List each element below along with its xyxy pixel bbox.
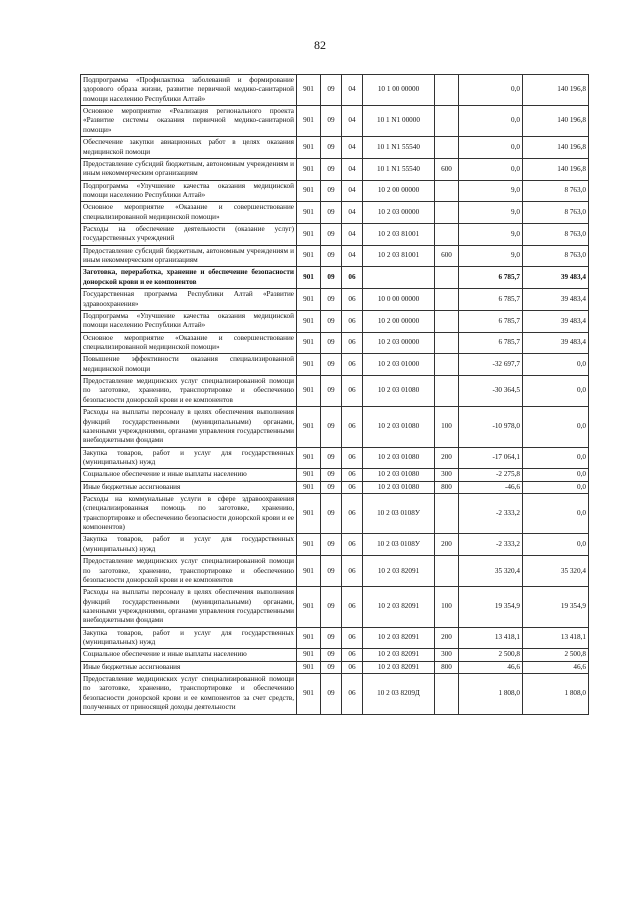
row-target-article-cell: 10 2 03 01080 — [363, 481, 435, 493]
row-section-cell: 09 — [321, 354, 342, 376]
row-amount-total-cell: 19 354,9 — [523, 587, 589, 627]
table-row — [81, 649, 589, 661]
row-target-article-cell: 10 2 03 81001 — [363, 224, 435, 246]
row-target-article-cell: 10 1 00 00000 — [363, 75, 435, 106]
row-target-article-cell: 10 2 03 82091 — [363, 627, 435, 649]
row-name-cell: Повышение эффективности оказания специализированной медицинской помощи — [81, 354, 297, 376]
row-ved-cell: 901 — [297, 534, 321, 556]
row-section-cell: 09 — [321, 587, 342, 627]
row-subsection-cell: 06 — [342, 469, 363, 481]
row-subsection-cell: 04 — [342, 202, 363, 224]
row-amount-total-cell: 46,6 — [523, 661, 589, 673]
row-amount-change-cell: 35 320,4 — [459, 556, 523, 587]
row-amount-change-cell: 0,0 — [459, 137, 523, 159]
row-section-cell: 09 — [321, 245, 342, 267]
row-subsection-cell: 06 — [342, 661, 363, 673]
row-section-cell: 09 — [321, 310, 342, 332]
row-section-cell: 09 — [321, 556, 342, 587]
row-amount-change-cell: -17 064,1 — [459, 447, 523, 469]
row-amount-total-cell: 140 196,8 — [523, 75, 589, 106]
row-name-cell: Подпрограмма «Улучшение качества оказания медицинской помощи населению Республики Алтай» — [81, 180, 297, 202]
row-amount-total-cell: 0,0 — [523, 354, 589, 376]
row-name-cell: Закупка товаров, работ и услуг для государственных (муниципальных) нужд — [81, 447, 297, 469]
table-row — [81, 469, 589, 481]
row-target-article-cell: 10 2 03 01080 — [363, 447, 435, 469]
row-amount-change-cell: 9,0 — [459, 224, 523, 246]
row-amount-total-cell: 39 483,4 — [523, 267, 589, 289]
row-amount-change-cell: -2 275,8 — [459, 469, 523, 481]
row-ved-cell: 901 — [297, 587, 321, 627]
row-amount-change-cell: 2 500,8 — [459, 649, 523, 661]
row-amount-total-cell: 39 483,4 — [523, 310, 589, 332]
table-row — [81, 481, 589, 493]
row-name-cell: Расходы на выплаты персоналу в целях обеспечения выполнения функций государственными (муниципальными) органами, казенными учреждениями, органами управления государственными внебюджетными фондами — [81, 587, 297, 627]
row-subsection-cell: 06 — [342, 534, 363, 556]
row-name-cell: Подпрограмма «Улучшение качества оказания медицинской помощи населению Республики Алтай» — [81, 310, 297, 332]
row-target-article-cell: 10 2 03 82091 — [363, 649, 435, 661]
row-amount-change-cell: 0,0 — [459, 106, 523, 137]
row-target-article-cell — [363, 267, 435, 289]
row-name-cell: Иные бюджетные ассигнования — [81, 661, 297, 673]
table-row — [81, 332, 589, 354]
row-ved-cell: 901 — [297, 674, 321, 714]
row-ved-cell: 901 — [297, 407, 321, 447]
row-amount-total-cell: 8 763,0 — [523, 180, 589, 202]
row-expense-type-cell — [435, 556, 459, 587]
row-target-article-cell: 10 2 03 00000 — [363, 202, 435, 224]
row-target-article-cell: 10 2 03 8209Д — [363, 674, 435, 714]
row-amount-change-cell: 6 785,7 — [459, 289, 523, 311]
row-subsection-cell: 04 — [342, 245, 363, 267]
table-row — [81, 556, 589, 587]
table-row — [81, 310, 589, 332]
row-expense-type-cell — [435, 354, 459, 376]
table-row — [81, 407, 589, 447]
row-ved-cell: 901 — [297, 137, 321, 159]
row-name-cell: Основное мероприятие «Реализация регионального проекта «Развитие системы оказания первичной медико-санитарной помощи» — [81, 106, 297, 137]
row-ved-cell: 901 — [297, 447, 321, 469]
row-subsection-cell: 06 — [342, 267, 363, 289]
row-amount-total-cell: 39 483,4 — [523, 332, 589, 354]
row-ved-cell: 901 — [297, 661, 321, 673]
table-row — [81, 661, 589, 673]
row-expense-type-cell — [435, 332, 459, 354]
row-expense-type-cell: 200 — [435, 447, 459, 469]
row-amount-change-cell: 9,0 — [459, 202, 523, 224]
row-expense-type-cell — [435, 75, 459, 106]
table-row — [81, 376, 589, 407]
row-amount-change-cell: 6 785,7 — [459, 310, 523, 332]
row-section-cell: 09 — [321, 332, 342, 354]
row-amount-change-cell: 13 418,1 — [459, 627, 523, 649]
row-amount-change-cell: 0,0 — [459, 75, 523, 106]
row-name-cell: Основное мероприятие «Оказание и совершенствование специализированной медицинской помощи» — [81, 202, 297, 224]
table-row — [81, 534, 589, 556]
row-ved-cell: 901 — [297, 224, 321, 246]
row-name-cell: Основное мероприятие «Оказание и совершенствование специализированной медицинской помощи» — [81, 332, 297, 354]
row-expense-type-cell: 100 — [435, 407, 459, 447]
row-section-cell: 09 — [321, 481, 342, 493]
row-ved-cell: 901 — [297, 289, 321, 311]
row-target-article-cell: 10 2 00 00000 — [363, 180, 435, 202]
row-section-cell: 09 — [321, 289, 342, 311]
row-name-cell: Закупка товаров, работ и услуг для государственных (муниципальных) нужд — [81, 627, 297, 649]
row-amount-total-cell: 13 418,1 — [523, 627, 589, 649]
row-name-cell: Государственная программа Республики Алтай «Развитие здравоохранения» — [81, 289, 297, 311]
row-subsection-cell: 06 — [342, 447, 363, 469]
row-name-cell: Подпрограмма «Профилактика заболеваний и формирование здорового образа жизни, развитие первичной медико-санитарной помощи населению Республики Алтай» — [81, 75, 297, 106]
row-expense-type-cell — [435, 267, 459, 289]
row-amount-total-cell: 0,0 — [523, 481, 589, 493]
row-amount-change-cell: 9,0 — [459, 245, 523, 267]
row-ved-cell: 901 — [297, 481, 321, 493]
row-section-cell: 09 — [321, 469, 342, 481]
table-row — [81, 627, 589, 649]
row-subsection-cell: 06 — [342, 354, 363, 376]
row-expense-type-cell — [435, 310, 459, 332]
row-subsection-cell: 06 — [342, 587, 363, 627]
row-name-cell: Закупка товаров, работ и услуг для государственных (муниципальных) нужд — [81, 534, 297, 556]
row-amount-total-cell: 8 763,0 — [523, 202, 589, 224]
row-section-cell: 09 — [321, 106, 342, 137]
row-ved-cell: 901 — [297, 469, 321, 481]
row-name-cell: Предоставление субсидий бюджетным, автономным учреждениям и иным некоммерческим организациям — [81, 245, 297, 267]
row-name-cell: Предоставление субсидий бюджетным, автономным учреждениям и иным некоммерческим организациям — [81, 158, 297, 180]
row-amount-total-cell: 0,0 — [523, 376, 589, 407]
row-subsection-cell: 06 — [342, 310, 363, 332]
row-amount-change-cell: 6 785,7 — [459, 332, 523, 354]
row-amount-change-cell: 19 354,9 — [459, 587, 523, 627]
row-ved-cell: 901 — [297, 556, 321, 587]
row-ved-cell: 901 — [297, 267, 321, 289]
row-target-article-cell: 10 2 03 01080 — [363, 376, 435, 407]
row-expense-type-cell — [435, 674, 459, 714]
row-amount-total-cell: 140 196,8 — [523, 106, 589, 137]
row-section-cell: 09 — [321, 202, 342, 224]
row-amount-change-cell: -46,6 — [459, 481, 523, 493]
row-subsection-cell: 06 — [342, 556, 363, 587]
row-amount-total-cell: 8 763,0 — [523, 224, 589, 246]
row-subsection-cell: 06 — [342, 649, 363, 661]
row-section-cell: 09 — [321, 267, 342, 289]
row-expense-type-cell: 800 — [435, 661, 459, 673]
row-ved-cell: 901 — [297, 245, 321, 267]
row-expense-type-cell — [435, 289, 459, 311]
row-target-article-cell: 10 0 00 00000 — [363, 289, 435, 311]
table-row — [81, 289, 589, 311]
row-expense-type-cell: 300 — [435, 469, 459, 481]
row-target-article-cell: 10 2 03 01080 — [363, 469, 435, 481]
row-ved-cell: 901 — [297, 180, 321, 202]
row-amount-total-cell: 0,0 — [523, 494, 589, 534]
row-section-cell: 09 — [321, 137, 342, 159]
row-subsection-cell: 04 — [342, 158, 363, 180]
row-ved-cell: 901 — [297, 106, 321, 137]
row-amount-total-cell: 140 196,8 — [523, 137, 589, 159]
row-section-cell: 09 — [321, 75, 342, 106]
row-expense-type-cell: 200 — [435, 534, 459, 556]
row-subsection-cell: 06 — [342, 376, 363, 407]
row-amount-total-cell: 0,0 — [523, 447, 589, 469]
row-target-article-cell: 10 2 00 00000 — [363, 310, 435, 332]
row-target-article-cell: 10 2 03 0108У — [363, 534, 435, 556]
row-name-cell: Обеспечение закупки авиационных работ в целях оказания медицинской помощи — [81, 137, 297, 159]
row-ved-cell: 901 — [297, 202, 321, 224]
row-amount-total-cell: 2 500,8 — [523, 649, 589, 661]
row-amount-change-cell: 0,0 — [459, 158, 523, 180]
row-subsection-cell: 04 — [342, 180, 363, 202]
row-subsection-cell: 04 — [342, 224, 363, 246]
row-name-cell: Заготовка, переработка, хранение и обеспечение безопасности донорской крови и ее компонентов — [81, 267, 297, 289]
row-section-cell: 09 — [321, 674, 342, 714]
row-subsection-cell: 06 — [342, 332, 363, 354]
table-row — [81, 267, 589, 289]
row-target-article-cell: 10 2 03 00000 — [363, 332, 435, 354]
row-amount-total-cell: 0,0 — [523, 469, 589, 481]
row-expense-type-cell: 100 — [435, 587, 459, 627]
row-expense-type-cell — [435, 224, 459, 246]
row-section-cell: 09 — [321, 376, 342, 407]
row-target-article-cell: 10 2 03 82091 — [363, 556, 435, 587]
row-expense-type-cell — [435, 202, 459, 224]
row-amount-total-cell: 39 483,4 — [523, 289, 589, 311]
row-target-article-cell: 10 2 03 81001 — [363, 245, 435, 267]
page-number: 82 — [314, 38, 326, 52]
row-expense-type-cell — [435, 137, 459, 159]
row-name-cell: Расходы на выплаты персоналу в целях обеспечения выполнения функций государственными (муниципальными) органами, казенными учреждениями, органами управления государственными внебюджетными фондами — [81, 407, 297, 447]
row-name-cell: Предоставление медицинских услуг специализированной помощи по заготовке, хранению, транспортировке и обеспечению безопасности донорской крови и ее компонентов за счет средств, полученных от приносящей доходы деятельности — [81, 674, 297, 714]
row-subsection-cell: 06 — [342, 494, 363, 534]
row-target-article-cell: 10 2 03 82091 — [363, 661, 435, 673]
row-subsection-cell: 06 — [342, 674, 363, 714]
table-row — [81, 75, 589, 106]
row-name-cell: Предоставление медицинских услуг специализированной помощи по заготовке, хранению, транспортировке и обеспечению безопасности донорской крови и ее компонентов — [81, 556, 297, 587]
table-row — [81, 674, 589, 714]
row-expense-type-cell — [435, 106, 459, 137]
row-section-cell: 09 — [321, 447, 342, 469]
row-amount-change-cell: -2 333,2 — [459, 534, 523, 556]
row-subsection-cell: 06 — [342, 627, 363, 649]
row-expense-type-cell — [435, 180, 459, 202]
row-section-cell: 09 — [321, 158, 342, 180]
table-row — [81, 354, 589, 376]
row-target-article-cell: 10 2 03 01080 — [363, 407, 435, 447]
row-amount-change-cell: 46,6 — [459, 661, 523, 673]
row-ved-cell: 901 — [297, 310, 321, 332]
row-ved-cell: 901 — [297, 649, 321, 661]
row-amount-total-cell: 35 320,4 — [523, 556, 589, 587]
row-section-cell: 09 — [321, 649, 342, 661]
row-expense-type-cell: 600 — [435, 245, 459, 267]
row-amount-total-cell: 0,0 — [523, 534, 589, 556]
row-amount-change-cell: 6 785,7 — [459, 267, 523, 289]
budget-table — [80, 74, 589, 715]
table-row — [81, 245, 589, 267]
row-subsection-cell: 04 — [342, 106, 363, 137]
row-expense-type-cell — [435, 494, 459, 534]
row-expense-type-cell — [435, 376, 459, 407]
row-target-article-cell: 10 1 N1 00000 — [363, 106, 435, 137]
row-amount-change-cell: -32 697,7 — [459, 354, 523, 376]
row-ved-cell: 901 — [297, 627, 321, 649]
row-amount-change-cell: -30 364,5 — [459, 376, 523, 407]
row-name-cell: Социальное обеспечение и иные выплаты населению — [81, 469, 297, 481]
table-row — [81, 224, 589, 246]
row-amount-change-cell: -2 333,2 — [459, 494, 523, 534]
row-expense-type-cell: 600 — [435, 158, 459, 180]
row-name-cell: Социальное обеспечение и иные выплаты населению — [81, 649, 297, 661]
row-subsection-cell: 04 — [342, 75, 363, 106]
row-amount-change-cell: 9,0 — [459, 180, 523, 202]
table-row — [81, 137, 589, 159]
table-row — [81, 158, 589, 180]
row-section-cell: 09 — [321, 407, 342, 447]
table-row — [81, 202, 589, 224]
row-target-article-cell: 10 2 03 82091 — [363, 587, 435, 627]
row-amount-total-cell: 0,0 — [523, 407, 589, 447]
row-subsection-cell: 06 — [342, 481, 363, 493]
row-section-cell: 09 — [321, 627, 342, 649]
table-row — [81, 180, 589, 202]
row-ved-cell: 901 — [297, 376, 321, 407]
table-row — [81, 106, 589, 137]
row-ved-cell: 901 — [297, 332, 321, 354]
row-target-article-cell: 10 1 N1 55540 — [363, 158, 435, 180]
row-section-cell: 09 — [321, 534, 342, 556]
row-subsection-cell: 04 — [342, 137, 363, 159]
row-section-cell: 09 — [321, 494, 342, 534]
row-name-cell: Расходы на обеспечение деятельности (оказание услуг) государственных учреждений — [81, 224, 297, 246]
row-amount-total-cell: 1 808,0 — [523, 674, 589, 714]
row-name-cell: Предоставление медицинских услуг специализированной помощи по заготовке, хранению, транспортировке и обеспечению безопасности донорской крови и ее компонентов — [81, 376, 297, 407]
table-row — [81, 447, 589, 469]
table-row — [81, 587, 589, 627]
row-section-cell: 09 — [321, 661, 342, 673]
row-ved-cell: 901 — [297, 158, 321, 180]
row-ved-cell: 901 — [297, 354, 321, 376]
row-amount-change-cell: -10 978,0 — [459, 407, 523, 447]
row-amount-total-cell: 140 196,8 — [523, 158, 589, 180]
row-expense-type-cell: 800 — [435, 481, 459, 493]
row-section-cell: 09 — [321, 180, 342, 202]
row-amount-change-cell: 1 808,0 — [459, 674, 523, 714]
row-name-cell: Расходы на коммунальные услуги в сфере здравоохранения (специализированная помощь по заготовке, хранению, транспортировке и обеспечению безопасности донорской крови и ее компонентов) — [81, 494, 297, 534]
row-name-cell: Иные бюджетные ассигнования — [81, 481, 297, 493]
row-ved-cell: 901 — [297, 75, 321, 106]
row-amount-total-cell: 8 763,0 — [523, 245, 589, 267]
row-expense-type-cell: 300 — [435, 649, 459, 661]
row-target-article-cell: 10 2 03 01000 — [363, 354, 435, 376]
table-row — [81, 494, 589, 534]
row-subsection-cell: 06 — [342, 407, 363, 447]
row-expense-type-cell: 200 — [435, 627, 459, 649]
row-target-article-cell: 10 1 N1 55540 — [363, 137, 435, 159]
row-target-article-cell: 10 2 03 0108У — [363, 494, 435, 534]
row-ved-cell: 901 — [297, 494, 321, 534]
row-subsection-cell: 06 — [342, 289, 363, 311]
row-section-cell: 09 — [321, 224, 342, 246]
